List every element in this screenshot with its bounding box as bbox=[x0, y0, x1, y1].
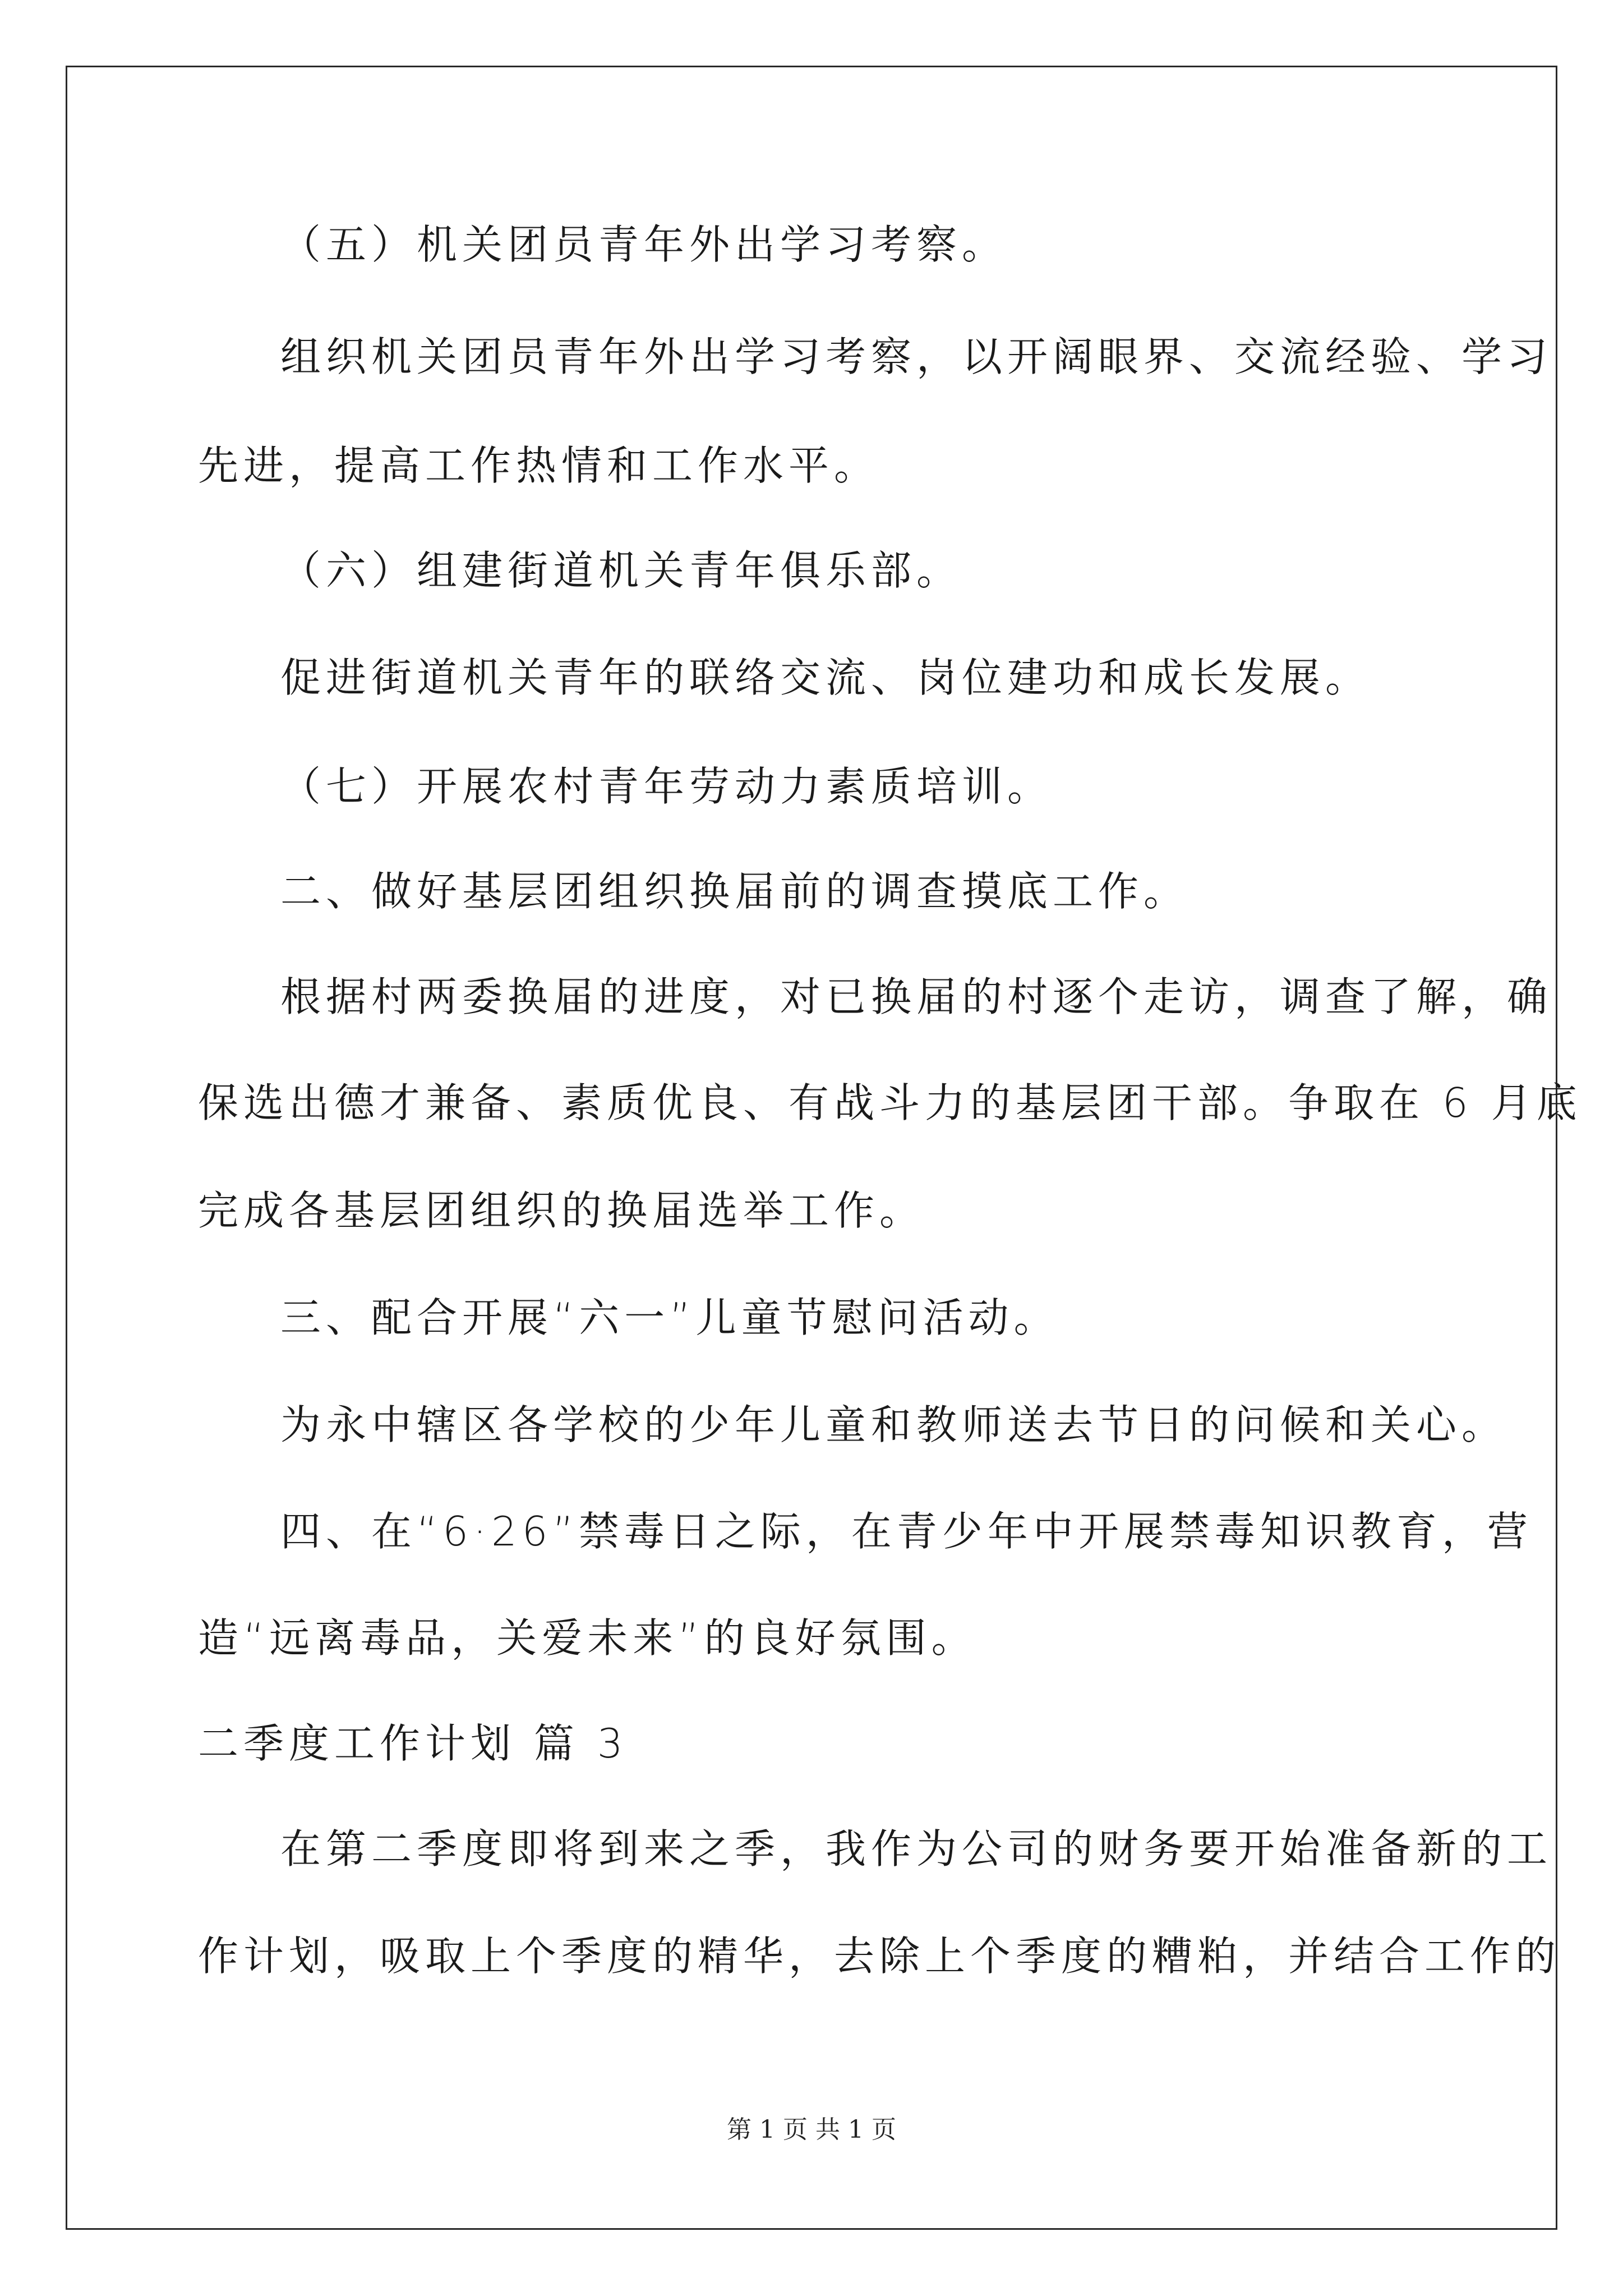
heading-item-5: （五）机关团员青年外出学习考察。 bbox=[280, 221, 1008, 268]
paragraph-line: 作计划，吸取上个季度的精华，去除上个季度的糟粕，并结合工作的 bbox=[198, 1932, 1561, 1980]
paragraph-line: 完成各基层团组织的换届选举工作。 bbox=[198, 1187, 925, 1234]
heading-item-7: （七）开展农村青年劳动力素质培训。 bbox=[280, 763, 1053, 810]
paragraph-line: 在第二季度即将到来之季，我作为公司的财务要开始准备新的工 bbox=[280, 1825, 1553, 1872]
paragraph-line: 先进，提高工作热情和工作水平。 bbox=[198, 442, 880, 489]
page-number-footer: 第 1 页 共 1 页 bbox=[727, 2115, 896, 2144]
section-heading-3: 三、配合开展“六一”儿童节慰问活动。 bbox=[280, 1294, 1059, 1341]
heading-item-6: （六）组建街道机关青年俱乐部。 bbox=[280, 547, 962, 594]
section-heading-2: 二、做好基层团组织换届前的调查摸底工作。 bbox=[280, 868, 1189, 915]
paragraph-line: 为永中辖区各学校的少年儿童和教师送去节日的问候和关心。 bbox=[280, 1401, 1507, 1448]
paragraph-line: 保选出德才兼备、素质优良、有战斗力的基层团干部。争取在 6 月底 bbox=[198, 1079, 1582, 1126]
paragraph-line: 根据村两委换届的进度，对已换届的村逐个走访，调查了解，确 bbox=[280, 973, 1553, 1020]
page-border bbox=[66, 66, 1557, 2230]
section-heading-4: 四、在“6·26”禁毒日之际，在青少年中开展禁毒知识教育，营 bbox=[280, 1508, 1533, 1555]
paragraph-line: 组织机关团员青年外出学习考察，以开阔眼界、交流经验、学习 bbox=[280, 333, 1553, 380]
article-title: 二季度工作计划 篇 3 bbox=[198, 1720, 628, 1767]
paragraph-line: 造“远离毒品，关爱未来”的良好氛围。 bbox=[198, 1614, 977, 1662]
paragraph-line: 促进街道机关青年的联络交流、岗位建功和成长发展。 bbox=[280, 654, 1371, 701]
